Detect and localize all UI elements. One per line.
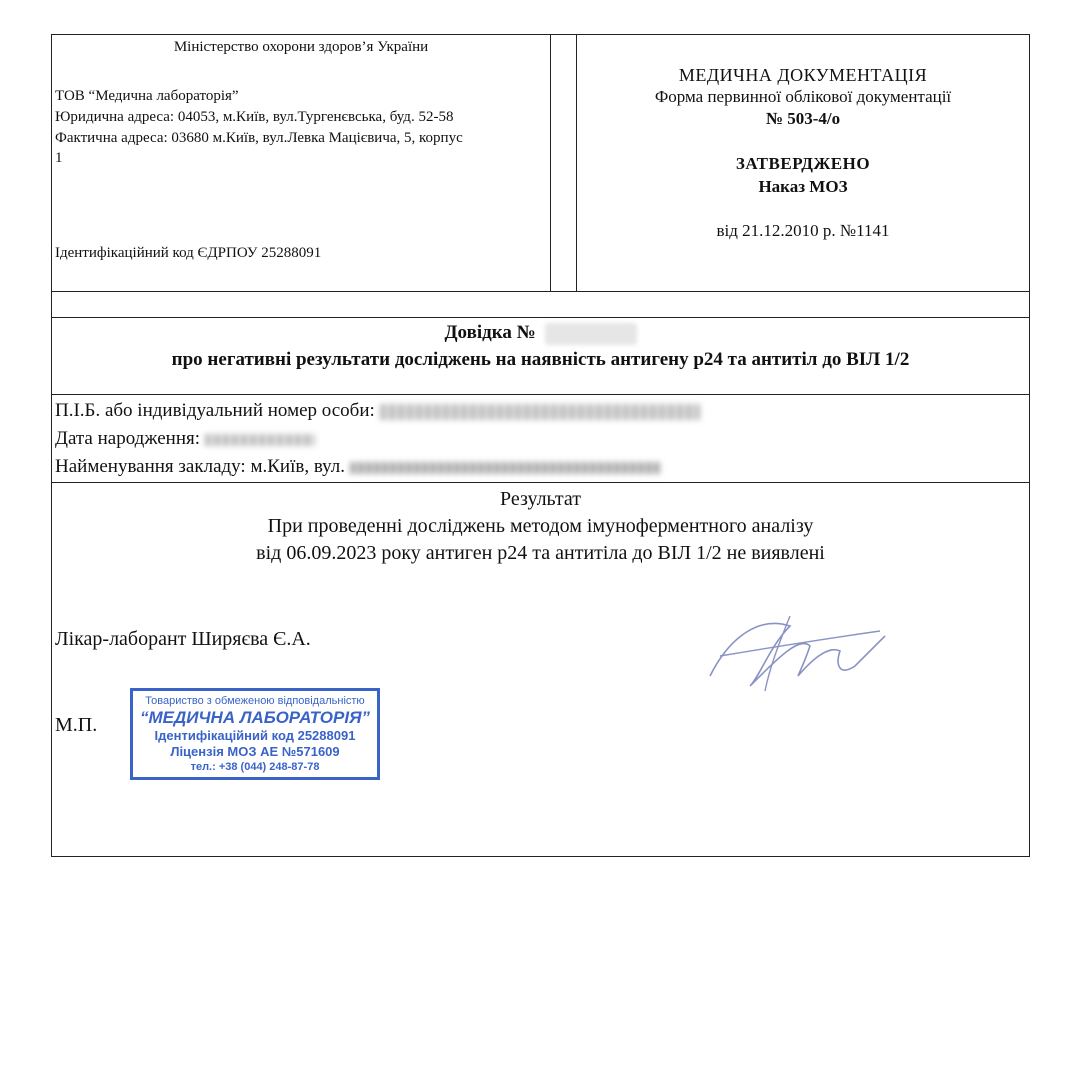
- redacted-birth-date: [205, 434, 315, 446]
- row-divider-4: [51, 482, 1030, 483]
- seal-label: М.П.: [55, 714, 98, 736]
- patient-name-label: П.І.Б. або індивідуальний номер особи:: [55, 400, 375, 421]
- redacted-certificate-number: [545, 323, 637, 345]
- actual-address: Фактична адреса: 03680 м.Київ, вул.Левка Мацієвича, 5, корпус: [55, 130, 463, 146]
- certificate-title: Довідка №: [444, 322, 536, 343]
- header-left-cell: [55, 36, 547, 288]
- stamp-line-1: Товариство з обмеженою відповідальністю: [145, 695, 365, 707]
- org-name: ТОВ “Медична лабораторія”: [55, 88, 239, 104]
- actual-address-cont: 1: [55, 150, 63, 166]
- table-border-left: [51, 34, 52, 857]
- row-divider-1: [51, 291, 1030, 292]
- table-border-right: [1029, 34, 1030, 857]
- patient-info-block: [55, 397, 1025, 481]
- header-divider-1: [550, 34, 551, 292]
- result-block: [52, 486, 1029, 567]
- result-line-2: від 06.09.2023 року антиген p24 та антитіла до ВІЛ 1/2 не виявлені: [256, 542, 825, 564]
- certificate-title-block: [52, 318, 1029, 372]
- order-date: від 21.12.2010 р. №1141: [716, 221, 890, 240]
- stamp-line-3: Ідентифікаційний код 25288091: [154, 728, 356, 743]
- redacted-facility-street: [350, 462, 660, 474]
- table-border-bottom: [51, 856, 1030, 857]
- stamp-line-5: тел.: +38 (044) 248-87-78: [190, 761, 320, 773]
- form-title: Форма первинної облікової документації: [654, 87, 952, 106]
- certificate-subtitle: про негативні результати досліджень на наявність антигену p24 та антитіл до ВІЛ 1/2: [171, 349, 910, 370]
- facility-label: Найменування закладу: м.Київ, вул.: [55, 456, 346, 477]
- doc-type: МЕДИЧНА ДОКУМЕНТАЦІЯ: [678, 65, 928, 85]
- row-divider-3: [51, 394, 1030, 395]
- form-number: № 503-4/о: [765, 109, 841, 128]
- stamp-line-2: “МЕДИЧНА ЛАБОРАТОРІЯ”: [140, 708, 370, 727]
- order-label: Наказ МОЗ: [758, 177, 848, 196]
- result-heading: Результат: [499, 488, 581, 510]
- approved-label: ЗАТВЕРДЖЕНО: [735, 154, 871, 173]
- table-border-top: [51, 34, 1030, 35]
- handwritten-signature: [690, 596, 890, 716]
- edrpou-code: Ідентифікаційний код ЄДРПОУ 25288091: [55, 245, 322, 261]
- result-line-1: При проведенні досліджень методом імуноферментного аналізу: [267, 515, 814, 537]
- organization-stamp: [130, 688, 380, 780]
- redacted-patient-name: [380, 404, 700, 420]
- doctor-signature-label: Лікар-лаборант Ширяєва Є.А.: [55, 628, 311, 650]
- header-right-cell: [577, 36, 1029, 288]
- stamp-line-4: Ліцензія МОЗ АЕ №571609: [170, 744, 340, 759]
- birth-date-label: Дата народження:: [55, 428, 201, 449]
- legal-address: Юридична адреса: 04053, м.Київ, вул.Тургенєвська, буд. 52-58: [55, 109, 454, 125]
- ministry-name: Міністерство охорони здоров’я України: [173, 39, 429, 55]
